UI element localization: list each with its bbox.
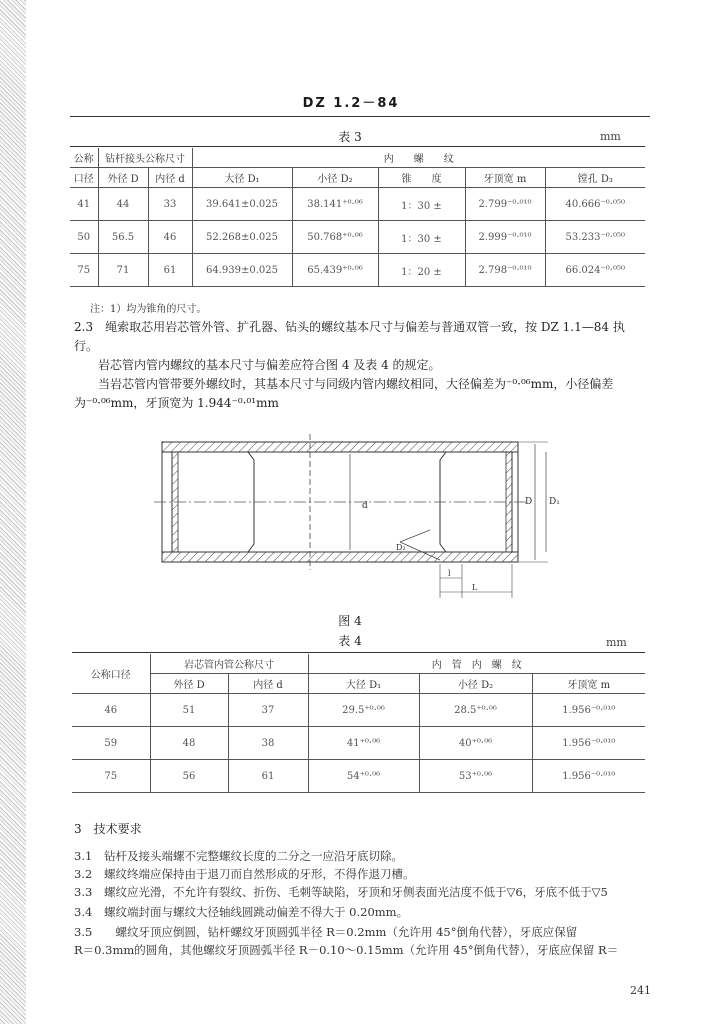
table3-note: 注：1）均为锥角的尺寸。: [90, 304, 207, 315]
list-item: [74, 904, 408, 920]
tube-bottom-wall: [162, 552, 518, 562]
dim-D-label: D: [525, 497, 533, 507]
header-rule: [70, 116, 650, 117]
t3-r2-taper: 1：30 ±: [378, 221, 465, 254]
t4-r3-crest: 1.956⁻⁰·⁰¹⁰: [532, 760, 645, 793]
item-number: 3.5: [74, 925, 93, 939]
list-item: [74, 884, 608, 900]
table3-unit: mm: [600, 130, 621, 143]
t4-r1-bore: 46: [72, 694, 150, 727]
list-item-continuation: [74, 942, 618, 958]
t3-r1-crest: 2.799⁻⁰·⁰¹⁰: [465, 188, 545, 221]
para-2-3-line2: 行。: [74, 339, 99, 353]
t4-r2-od: 48: [150, 727, 228, 760]
list-item: [74, 924, 577, 940]
page-number: 241: [630, 984, 651, 997]
t4-r3-minor: 53⁺⁰·⁰⁶: [419, 760, 532, 793]
t4-h-crest: 牙顶宽 m: [532, 674, 645, 694]
t4-r2-major: 41⁺⁰·⁰⁶: [308, 727, 419, 760]
t3-h-bore2: 口径: [70, 168, 98, 188]
t4-r1-major: 29.5⁺⁰·⁰⁶: [308, 694, 419, 727]
para-2-3: [74, 318, 649, 413]
t3-r1-id: 33: [148, 188, 192, 221]
t3-h-crest: 牙顶宽 m: [465, 168, 545, 188]
table3-top-rule: [70, 146, 645, 147]
item-text: R＝0.3mm的圆角，其他螺纹牙顶圆弧半径 R－0.10～0.15mm（允许用 45°倒角代替），牙底应保留 R＝: [74, 943, 619, 957]
t3-r2-bore: 50: [70, 221, 98, 254]
figure4-caption: 图 4: [338, 614, 362, 628]
list-item: [74, 866, 415, 882]
t3-h-minor: 小径 D₂: [292, 168, 378, 188]
item-number: 3.2: [74, 867, 93, 881]
t3-r1-minor: 38.141⁺⁰·⁰⁶: [292, 188, 378, 221]
para-2-3-line5: 为⁻⁰·⁰⁶mm，牙顶宽为 1.944⁻⁰·⁰¹mm: [74, 396, 279, 410]
table3-caption: 表 3: [338, 130, 362, 144]
para-2-3-line3: 岩芯管内管内螺纹的基本尺寸与偏差应符合图 4 及表 4 的规定。: [74, 358, 441, 372]
table4: [72, 654, 645, 793]
item-text: 螺纹应光滑，不允许有裂纹、折伤、毛刺等缺陷，牙顶和牙侧表面光洁度不低于▽6，牙底不低于▽5: [104, 885, 608, 899]
table-row: [70, 254, 645, 287]
dim-d-label: d: [362, 501, 368, 511]
table4-caption: 表 4: [338, 634, 362, 648]
t3-r3-od: 71: [98, 254, 148, 287]
item-text: 螺纹终端应保持由于退刀而自然形成的牙形，不得作退刀槽。: [104, 867, 415, 881]
scan-edge-artifact: [0, 0, 26, 1024]
table-row: [70, 221, 645, 254]
t3-h-taper: 锥 度: [378, 168, 465, 188]
t4-h-minor: 小径 D₂: [419, 674, 532, 694]
item-text: 螺纹端封面与螺纹大径轴线圆跳动偏差不得大于 0.20mm。: [104, 905, 409, 919]
t3-r1-od: 44: [98, 188, 148, 221]
t3-r2-id: 46: [148, 221, 192, 254]
table4-unit: mm: [606, 636, 627, 649]
item-text: 钻杆及接头端螺不完整螺纹长度的二分之一应沿牙底切除。: [104, 849, 403, 863]
t4-h-id: 内径 d: [228, 674, 308, 694]
t3-r3-id: 61: [148, 254, 192, 287]
t3-r2-crest: 2.999⁻⁰·⁰¹⁰: [465, 221, 545, 254]
item-text: 螺纹牙顶应倒圆，钻杆螺纹牙顶圆弧半径 R＝0.2mm（允许用 45°倒角代替），牙底应保留: [104, 925, 578, 939]
t3-r2-hole: 53.233⁻⁰·⁰⁵⁰: [545, 221, 645, 254]
t4-r3-major: 54⁺⁰·⁰⁶: [308, 760, 419, 793]
t3-r2-minor: 50.768⁺⁰·⁰⁶: [292, 221, 378, 254]
item-number: 3.1: [74, 849, 93, 863]
t3-r1-hole: 40.666⁻⁰·⁰⁵⁰: [545, 188, 645, 221]
t3-r2-od: 56.5: [98, 221, 148, 254]
t3-h-group-joint: 钻杆接头公称尺寸: [98, 148, 192, 168]
list-item: [74, 848, 403, 864]
t3-h-major: 大径 D₁: [192, 168, 292, 188]
t4-r1-crest: 1.956⁻⁰·⁰¹⁰: [532, 694, 645, 727]
item-number: 3.4: [74, 905, 93, 919]
dim-D1-label: D₁: [549, 497, 560, 507]
table-row: [72, 760, 645, 793]
t4-r2-bore: 59: [72, 727, 150, 760]
table-row: [72, 727, 645, 760]
tube-top-wall: [162, 442, 518, 452]
t3-r3-major: 64.939±0.025: [192, 254, 292, 287]
para-2-3-line1: 2.3 绳索取芯用岩芯管外管、扩孔器、钻头的螺纹基本尺寸与偏差与普通双管一致，按 DZ 1.1—84 执: [74, 320, 625, 334]
t3-r2-major: 52.268±0.025: [192, 221, 292, 254]
table3: [70, 148, 645, 287]
table-row: [70, 188, 645, 221]
t3-r3-hole: 66.024⁻⁰·⁰⁵⁰: [545, 254, 645, 287]
standard-header: DZ 1.2－84: [302, 96, 400, 111]
t3-r1-major: 39.641±0.025: [192, 188, 292, 221]
t4-h-od: 外径 D: [150, 674, 228, 694]
t4-h-bore: 公称口径: [72, 654, 150, 694]
t3-h-bore: 公称: [70, 148, 98, 168]
dim-L-label: L: [472, 583, 478, 592]
t4-r3-id: 61: [228, 760, 308, 793]
table4-top-rule: [72, 652, 645, 653]
t3-r3-crest: 2.798⁻⁰·⁰¹⁰: [465, 254, 545, 287]
t3-r3-bore: 75: [70, 254, 98, 287]
item-number: 3.3: [74, 885, 93, 899]
t3-h-od: 外径 D: [98, 168, 148, 188]
t3-r1-taper: 1：30 ±: [378, 188, 465, 221]
t4-h-major: 大径 D₁: [308, 674, 419, 694]
t4-r3-od: 56: [150, 760, 228, 793]
t3-r3-taper: 1：20 ±: [378, 254, 465, 287]
t4-r2-minor: 40⁺⁰·⁰⁶: [419, 727, 532, 760]
section3-title: 3 技术要求: [74, 822, 142, 836]
t4-h-group-tube: 岩芯管内管公称尺寸: [150, 654, 308, 674]
para-2-3-line4: 当岩芯管内管带要外螺纹时，其基本尺寸与同级内管内螺纹相同，大径偏差为⁻⁰·⁰⁶mm，小径偏差: [74, 377, 614, 391]
figure4-drawing: [150, 430, 570, 610]
table-row: [72, 694, 645, 727]
t4-r1-id: 37: [228, 694, 308, 727]
t3-h-group-thread: 内 螺 纹: [192, 148, 645, 168]
dim-D2-label: D₂: [396, 543, 406, 552]
t3-h-id: 内径 d: [148, 168, 192, 188]
t4-r1-od: 51: [150, 694, 228, 727]
t4-r2-id: 38: [228, 727, 308, 760]
t4-r1-minor: 28.5⁺⁰·⁰⁶: [419, 694, 532, 727]
t3-r1-bore: 41: [70, 188, 98, 221]
t3-r3-minor: 65.439⁺⁰·⁰⁶: [292, 254, 378, 287]
t4-h-group-thread: 内 管 内 螺 纹: [308, 654, 645, 674]
t4-r2-crest: 1.956⁻⁰·⁰¹⁰: [532, 727, 645, 760]
t4-r3-bore: 75: [72, 760, 150, 793]
chamfer-leader-2: [400, 530, 430, 542]
t3-h-hole: 镗孔 D₃: [545, 168, 645, 188]
dim-l-label: l: [448, 569, 451, 578]
